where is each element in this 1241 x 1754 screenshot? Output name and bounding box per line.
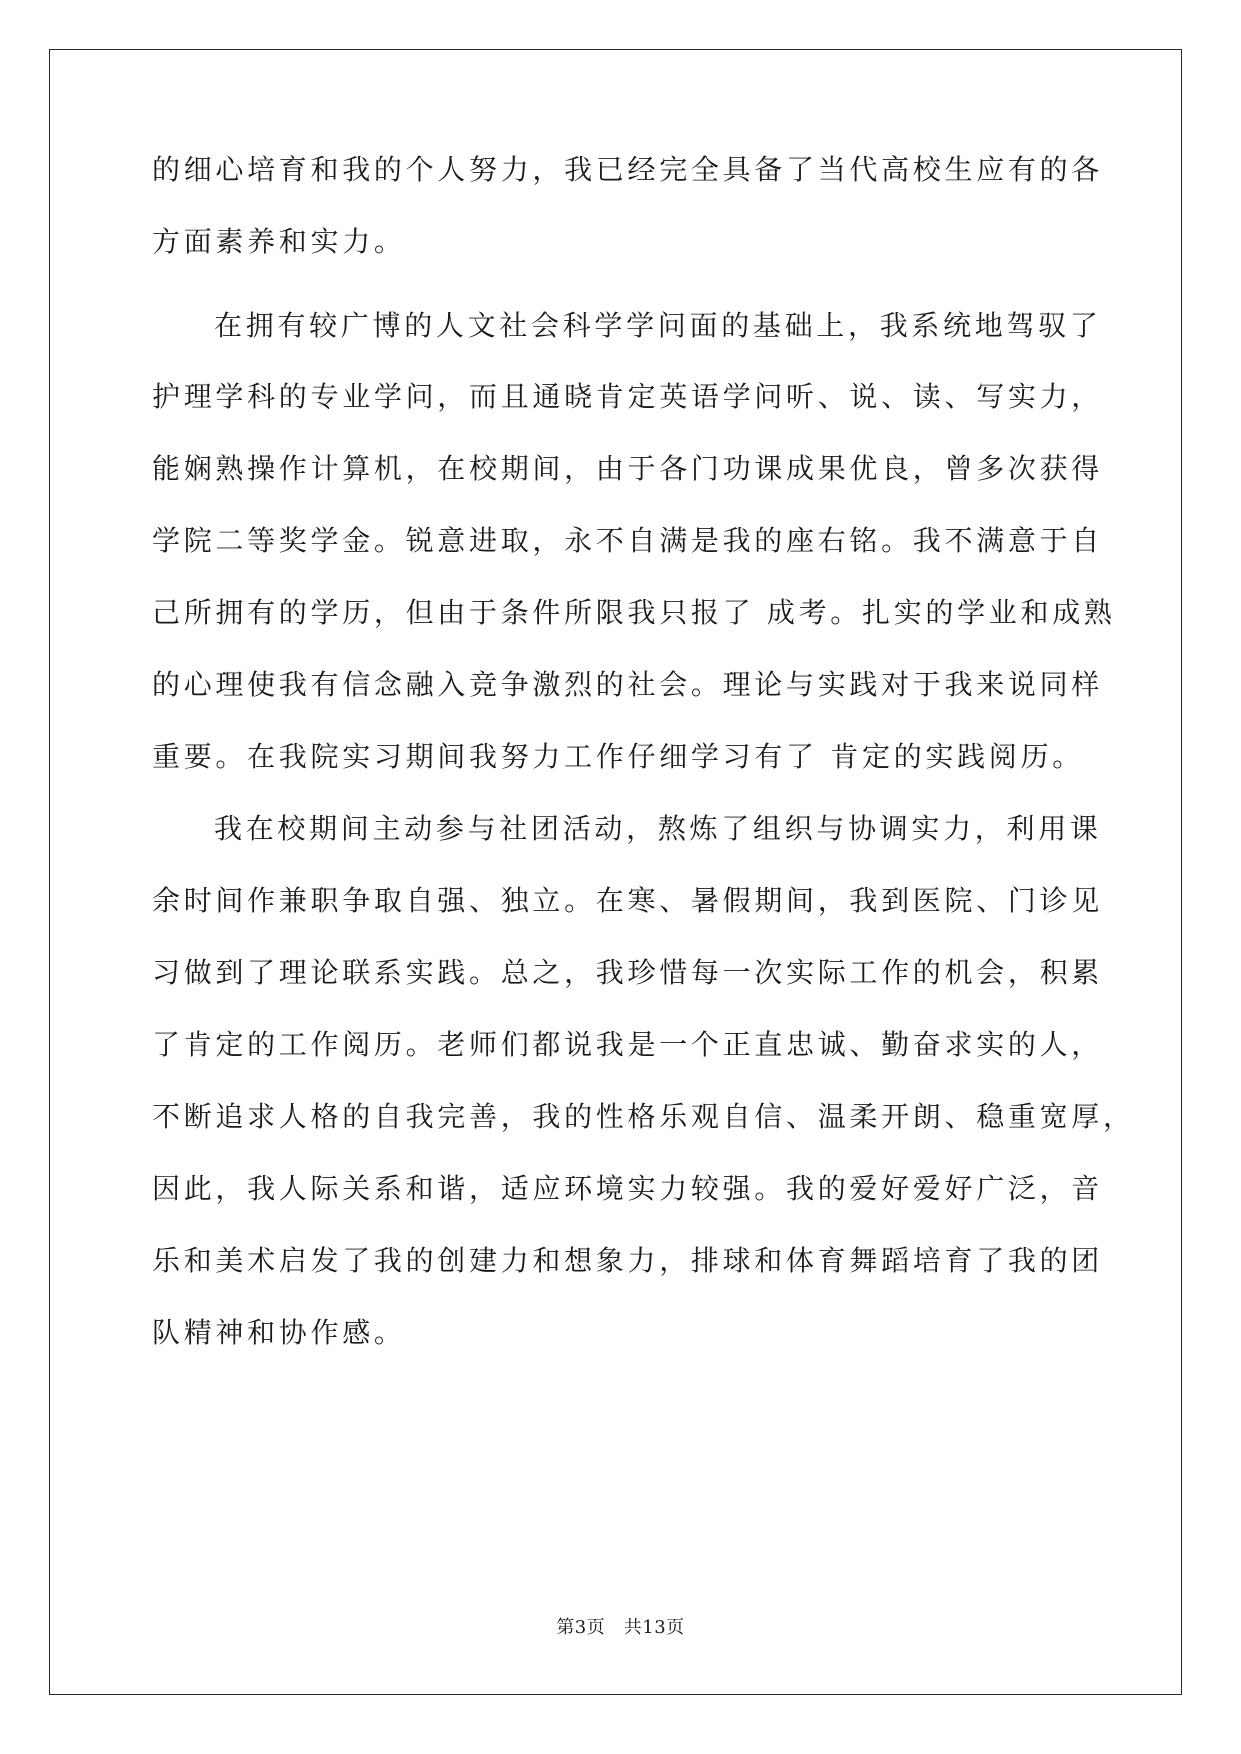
text-line: 能娴熟操作计算机，在校期间，由于各门功课成果优良，曾多次获得 xyxy=(152,452,1104,485)
text-line: 了肯定的工作阅历。老师们都说我是一个正直忠诚、勤奋求实的人， xyxy=(152,1028,1104,1061)
text-line: 乐和美术启发了我的创建力和想象力，排球和体育舞蹈培育了我的团 xyxy=(152,1244,1104,1277)
text-line: 因此，我人际关系和谐，适应环境实力较强。我的爱好爱好广泛，音 xyxy=(152,1172,1104,1205)
text-line: 我在校期间主动参与社团活动，熬炼了组织与协调实力，利用课 xyxy=(214,812,1102,845)
text-line: 己所拥有的学历，但由于条件所限我只报了 成考。扎实的学业和成熟 xyxy=(152,596,1116,629)
page-footer: 第3页 共13页 xyxy=(556,1617,685,1638)
page-border xyxy=(49,49,1182,1695)
text-line: 在拥有较广博的人文社会科学学问面的基础上，我系统地驾驭了 xyxy=(214,309,1102,342)
text-line: 方面素养和实力。 xyxy=(152,225,406,258)
text-line: 队精神和协作感。 xyxy=(152,1316,406,1349)
text-line: 学院二等奖学金。锐意进取，永不自满是我的座右铭。我不满意于自 xyxy=(152,524,1104,557)
text-line: 余时间作兼职争取自强、独立。在寒、暑假期间，我到医院、门诊见 xyxy=(152,884,1104,917)
text-line: 重要。在我院实习期间我努力工作仔细学习有了 肯定的实践阅历。 xyxy=(152,740,1084,773)
text-line: 不断追求人格的自我完善，我的性格乐观自信、温柔开朗、稳重宽厚， xyxy=(152,1100,1135,1133)
text-line: 习做到了理论联系实践。总之，我珍惜每一次实际工作的机会，积累 xyxy=(152,956,1104,989)
text-line: 护理学科的专业学问，而且通晓肯定英语学问听、说、读、写实力， xyxy=(152,380,1104,413)
text-line: 的心理使我有信念融入竞争激烈的社会。理论与实践对于我来说同样 xyxy=(152,668,1104,701)
text-line: 的细心培育和我的个人努力，我已经完全具备了当代高校生应有的各 xyxy=(152,153,1104,186)
